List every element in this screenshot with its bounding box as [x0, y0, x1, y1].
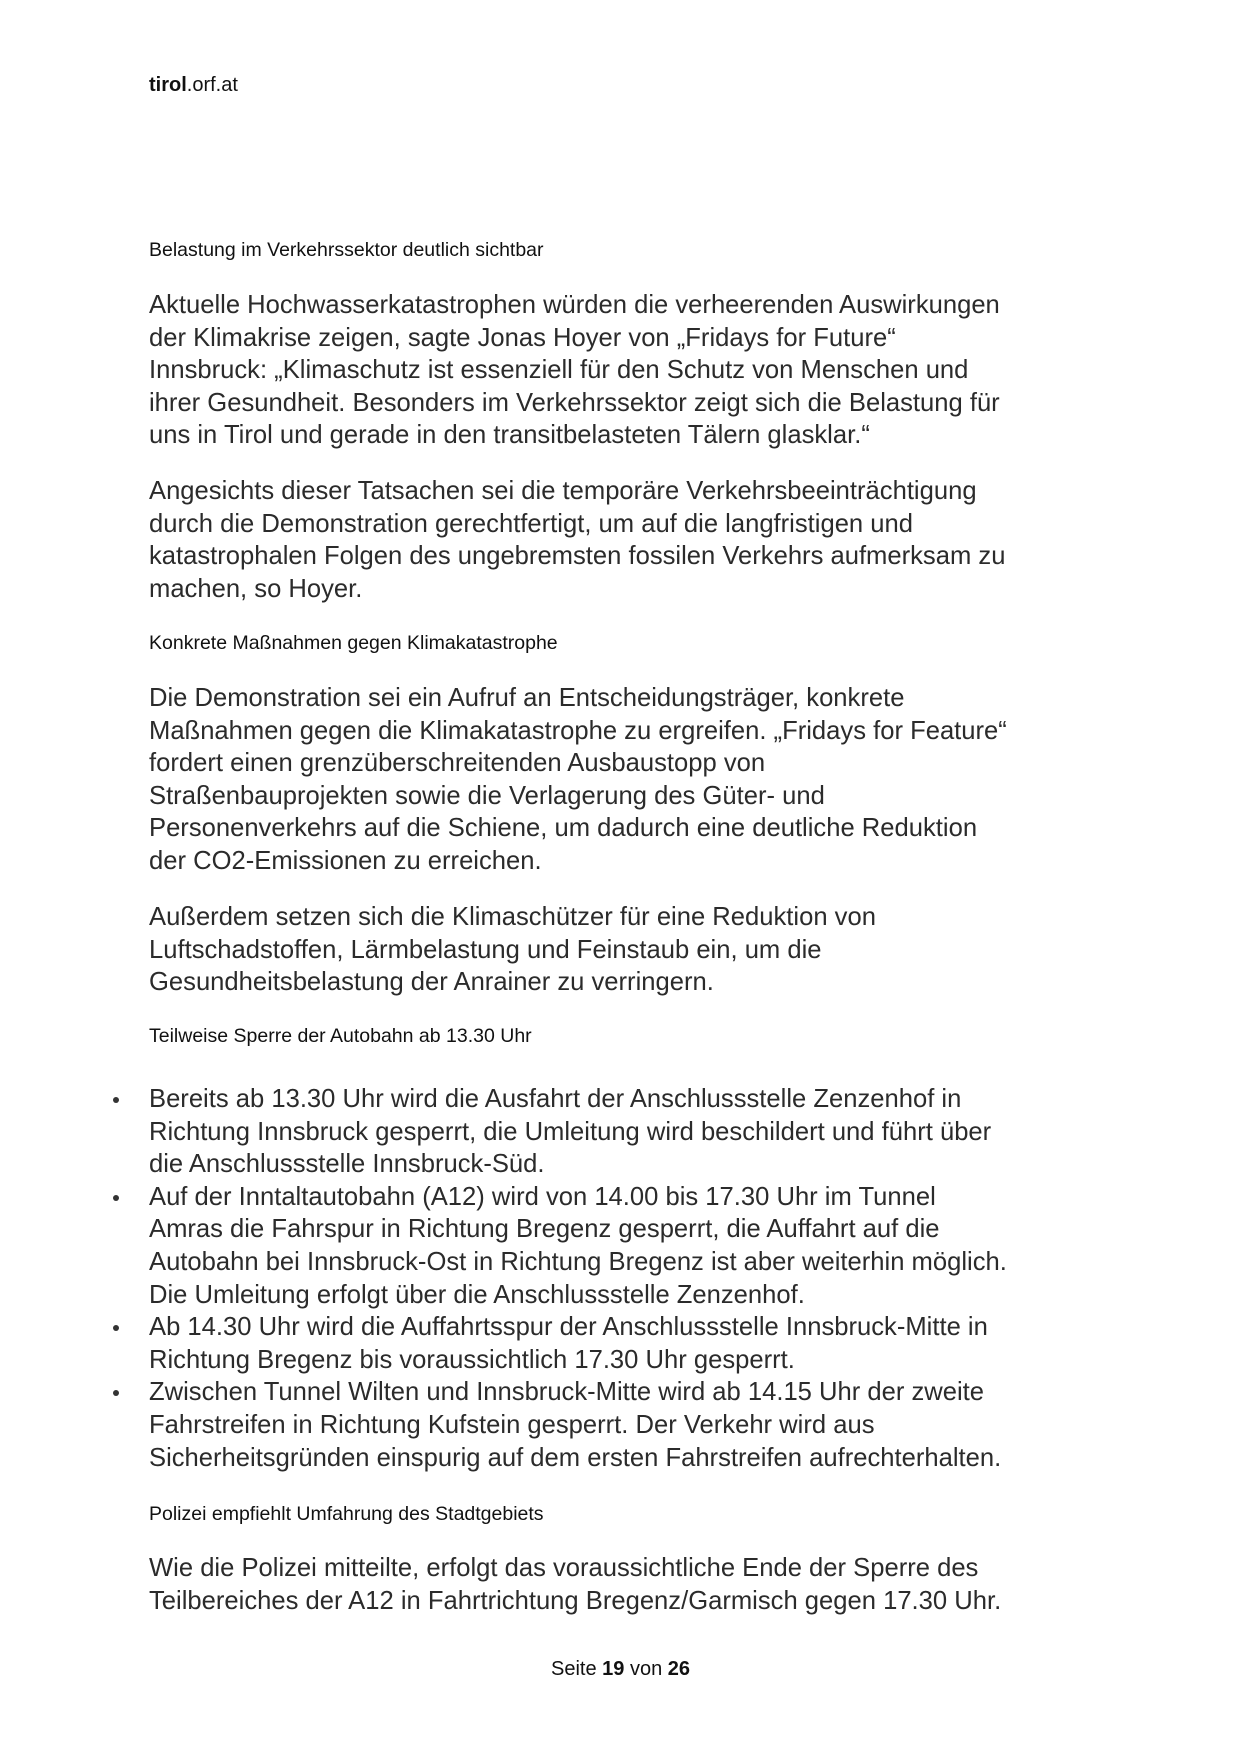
list-item-line: Ab 14.30 Uhr wird die Auffahrtsspur der Anschlussstelle Innsbruck-Mitte in	[149, 1313, 988, 1342]
paragraph-line: der Klimakrise zeigen, sagte Jonas Hoyer von „Fridays for Future“	[149, 323, 896, 352]
paragraph-line: durch die Demonstration gerechtfertigt, um auf die langfristigen und	[149, 509, 913, 538]
footer-middle: von	[624, 1658, 668, 1680]
paragraph-line: Angesichts dieser Tatsachen sei die temporäre Verkehrsbeeinträchtigung	[149, 477, 977, 505]
list-item	[149, 1083, 1007, 1181]
bullet-icon	[113, 1097, 119, 1103]
paragraph-line: Gesundheitsbelastung der Anrainer zu verringern.	[149, 968, 714, 997]
current-page: 19	[602, 1658, 625, 1680]
paragraph	[149, 475, 1109, 605]
paragraph-line: Innsbruck: „Klimaschutz ist essenziell für den Schutz von Menschen und	[149, 356, 969, 385]
list-item-line: Auf der Inntaltautobahn (A12) wird von 14.00 bis 17.30 Uhr im Tunnel	[149, 1182, 936, 1211]
paragraph-line: Straßenbauprojekten sowie die Verlagerung des Güter- und	[149, 781, 825, 810]
paragraph-line: Teilbereiches der A12 in Fahrtrichtung Bregenz/Garmisch gegen 17.30 Uhr.	[149, 1586, 1002, 1615]
section-heading: Konkrete Maßnahmen gegen Klimakatastrophe	[149, 632, 558, 654]
paragraph	[149, 901, 1109, 999]
paragraph-line: der CO2-Emissionen zu erreichen.	[149, 846, 542, 875]
total-pages: 26	[667, 1658, 690, 1680]
bullet-icon	[113, 1390, 119, 1396]
list-item	[149, 1311, 1007, 1376]
list-item-line: Richtung Innsbruck gesperrt, die Umleitung wird beschildert und führt über	[149, 1117, 992, 1146]
section-heading: Teilweise Sperre der Autobahn ab 13.30 Uhr	[149, 1025, 532, 1047]
paragraph	[149, 289, 1109, 452]
paragraph-line: Personenverkehrs auf die Schiene, um dadurch eine deutliche Reduktion	[149, 814, 978, 843]
paragraph-line: uns in Tirol und gerade in den transitbelasteten Tälern glasklar.“	[149, 421, 870, 450]
list-item-line: Die Umleitung erfolgt über die Anschlussstelle Zenzenhof.	[149, 1280, 805, 1309]
list-item-line: Richtung Bregenz bis voraussichtlich 17.30 Uhr gesperrt.	[149, 1345, 795, 1374]
footer-prefix: Seite	[550, 1658, 603, 1680]
paragraph-line: Außerdem setzen sich die Klimaschützer für eine Reduktion von	[149, 903, 876, 931]
page-footer	[0, 1658, 1241, 1681]
paragraph-line: katastrophalen Folgen des ungebremsten fossilen Verkehrs aufmerksam zu	[149, 542, 1006, 571]
paragraph-line: machen, so Hoyer.	[149, 574, 363, 603]
paragraph-line: Die Demonstration sei ein Aufruf an Entscheidungsträger, konkrete	[149, 684, 905, 712]
paragraph-line: Maßnahmen gegen die Klimakatastrophe zu ergreifen. „Fridays for Feature“	[149, 716, 1007, 745]
site-name-bold: tirol	[149, 74, 187, 96]
list-item-line: Amras die Fahrspur in Richtung Bregenz gesperrt, die Auffahrt auf die	[149, 1215, 940, 1244]
bullet-icon	[113, 1195, 119, 1201]
list-item	[149, 1376, 1007, 1474]
paragraph	[149, 682, 1109, 878]
list-item	[149, 1181, 1007, 1311]
bullet-icon	[113, 1325, 119, 1331]
paragraph-line: Wie die Polizei mitteilte, erfolgt das voraussichtliche Ende der Sperre des	[149, 1554, 979, 1582]
paragraph-line: Luftschadstoffen, Lärmbelastung und Feinstaub ein, um die	[149, 935, 822, 964]
list-item-line: Autobahn bei Innsbruck-Ost in Richtung Bregenz ist aber weiterhin möglich.	[149, 1247, 1007, 1276]
paragraph	[149, 1552, 1109, 1617]
bullet-list	[149, 1083, 1007, 1474]
section-heading: Polizei empfiehlt Umfahrung des Stadtgebiets	[149, 1503, 544, 1525]
site-name-rest: .orf.at	[186, 74, 238, 96]
list-item-line: Zwischen Tunnel Wilten und Innsbruck-Mitte wird ab 14.15 Uhr der zweite	[149, 1378, 985, 1407]
list-item-line: Sicherheitsgründen einspurig auf dem ersten Fahrstreifen aufrechterhalten.	[149, 1443, 1002, 1472]
list-item-line: Bereits ab 13.30 Uhr wird die Ausfahrt der Anschlussstelle Zenzenhof in	[149, 1085, 962, 1113]
section-heading: Belastung im Verkehrssektor deutlich sichtbar	[149, 239, 544, 261]
list-item-line: die Anschlussstelle Innsbruck-Süd.	[149, 1150, 545, 1179]
paragraph-line: Aktuelle Hochwasserkatastrophen würden die verheerenden Auswirkungen	[149, 291, 1000, 319]
list-item-line: Fahrstreifen in Richtung Kufstein gesperrt. Der Verkehr wird aus	[149, 1410, 875, 1439]
paragraph-line: ihrer Gesundheit. Besonders im Verkehrssektor zeigt sich die Belastung für	[149, 388, 1000, 417]
site-name	[149, 74, 1109, 97]
paragraph-line: fordert einen grenzüberschreitenden Ausbaustopp von	[149, 749, 766, 778]
